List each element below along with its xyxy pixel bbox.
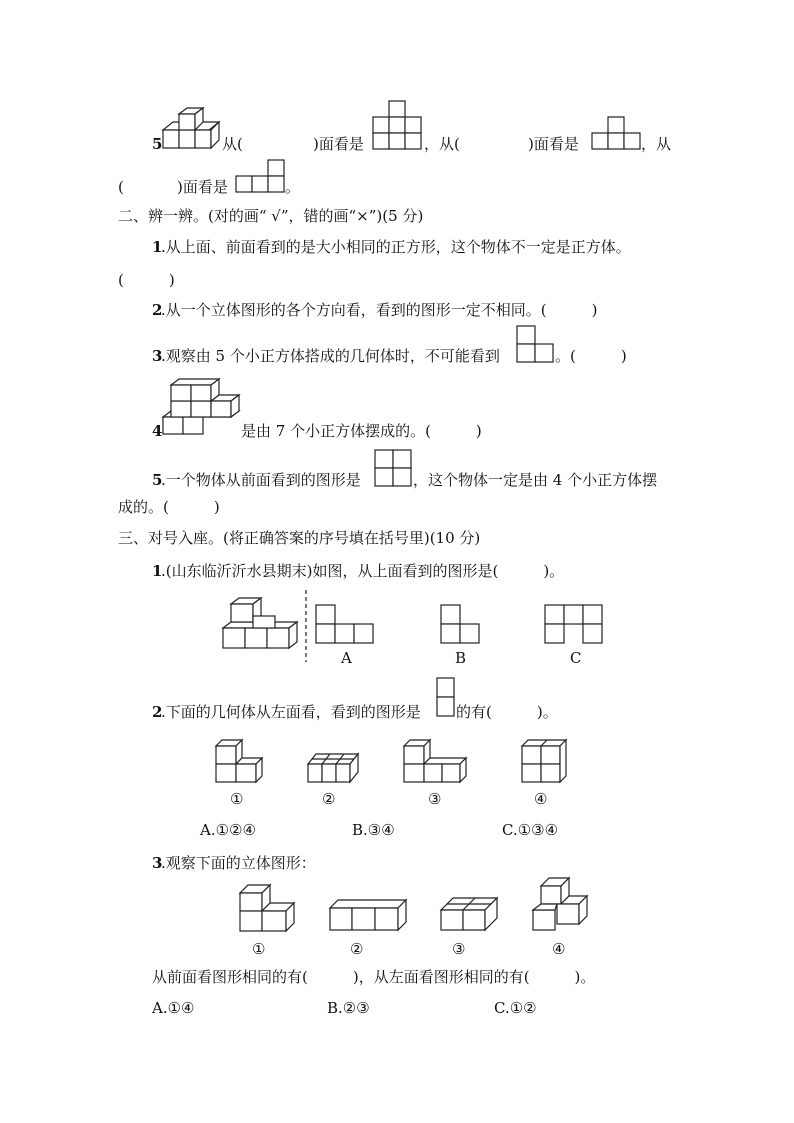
s3-q2-label-3: ③ [428, 790, 442, 808]
s3-q1-option-b-view [441, 605, 481, 643]
s3-q1-option-c-view [545, 605, 605, 643]
s2-item5-number: 5 [152, 471, 163, 489]
q5-text-2: )面看是 [313, 135, 364, 153]
s3-q3-option-a[interactable]: A.①④ [152, 999, 195, 1017]
q5-line2-end: 。 [285, 178, 301, 196]
s3-q3-label-3: ③ [452, 940, 466, 958]
s3-q3-label-2: ② [350, 940, 364, 958]
s3-q2-text-a: .下面的几何体从左面看，看到的图形是 [161, 703, 421, 721]
q5-text-5: ，从 [641, 135, 672, 153]
s3-q3-figure-3 [441, 896, 499, 932]
q5-text-1: 从( [222, 135, 243, 153]
s2-item2-number: 2 [152, 301, 163, 319]
s3-q2-view [437, 678, 455, 716]
q5-blank-3[interactable] [126, 177, 176, 197]
s3-q3-figure-4 [533, 878, 589, 932]
q5-text-3: ，从( [424, 135, 460, 153]
q5-line2-text: )面看是 [177, 178, 228, 196]
q5-blank-2[interactable] [465, 134, 525, 154]
s3-q1-label-a: A [341, 649, 352, 667]
s3-q1-solid-figure [223, 596, 299, 650]
s3-q1-text: .(山东临沂沂水县期末)如图，从上面看到的图形是( )。 [161, 562, 565, 580]
q5-solid-figure [163, 108, 223, 152]
s3-q1-label-c: C [570, 649, 582, 667]
q5-line2-open: ( [118, 178, 124, 196]
s3-q1-option-a-view [316, 605, 376, 643]
s3-q2-text-b: 的有( )。 [456, 703, 558, 721]
s3-q3-question: 从前面看图形相同的有( )，从左面看图形相同的有( )。 [152, 968, 596, 986]
s2-item4-text: 是由 7 个小正方体摆成的。( ) [241, 422, 482, 440]
s3-q3-figure-2 [330, 896, 408, 932]
s3-q3-number: 3 [152, 854, 163, 872]
q5-blank-1[interactable] [245, 134, 305, 154]
s2-item1-answer[interactable]: ( ) [118, 271, 175, 289]
s2-item1-number: 1 [152, 238, 163, 256]
s3-q1-number: 1 [152, 562, 163, 580]
s3-q2-option-a[interactable]: A.①②④ [200, 821, 256, 839]
s3-q2-option-b[interactable]: B.③④ [352, 821, 395, 839]
q5-view-3 [236, 160, 286, 192]
q5-view-2 [592, 117, 642, 149]
s3-q2-label-4: ④ [534, 790, 548, 808]
q5-text-4: )面看是 [528, 135, 579, 153]
s2-item3-number: 3 [152, 347, 163, 365]
s3-q2-number: 2 [152, 703, 163, 721]
section2-heading: 二、辨一辨。(对的画“ √”，错的画“×”)(5 分) [118, 207, 424, 225]
s3-q2-figure-3 [404, 740, 468, 784]
s3-q2-label-2: ② [322, 790, 336, 808]
s2-item4-solid-figure [163, 377, 241, 435]
s2-item2-text: .从一个立体图形的各个方向看，看到的图形一定不相同。( ) [161, 301, 598, 319]
s3-q3-label-4: ④ [552, 940, 566, 958]
s3-q3-text: .观察下面的立体图形： [161, 854, 316, 872]
s3-q2-figure-4 [522, 740, 568, 784]
s3-q2-label-1: ① [230, 790, 244, 808]
s2-item3-text: .观察由 5 个小正方体搭成的几何体时，不可能看到 [161, 347, 500, 365]
s3-q3-label-1: ① [252, 940, 266, 958]
s2-item5-after: ，这个物体一定是由 4 个小正方体摆 [413, 471, 658, 489]
s3-q3-option-b[interactable]: B.②③ [327, 999, 370, 1017]
q5-number: 5 [152, 135, 163, 153]
s2-item5-view [375, 450, 413, 486]
s3-q1-label-b: B [455, 649, 467, 667]
s2-item5-text: .一个物体从前面看到的图形是 [161, 471, 361, 489]
s3-q3-figure-1 [240, 885, 296, 933]
s3-q3-option-c[interactable]: C.①② [494, 999, 537, 1017]
s3-q2-option-c[interactable]: C.①③④ [502, 821, 559, 839]
s2-item3-view [517, 326, 555, 362]
section3-heading: 三、对号入座。(将正确答案的序号填在括号里)(10 分) [118, 529, 481, 547]
s3-q2-figure-1 [216, 740, 264, 784]
s3-q2-figure-2 [308, 750, 360, 784]
s2-item3-after: 。( ) [555, 347, 627, 365]
s3-q1-divider [305, 590, 307, 662]
q5-view-1 [373, 101, 423, 149]
s2-item1-text: .从上面、前面看到的是大小相同的正方形，这个物体不一定是正方体。 [161, 238, 631, 256]
s2-item4-number: 4 [152, 422, 163, 440]
s2-item5-cont: 成的。( ) [118, 498, 220, 516]
